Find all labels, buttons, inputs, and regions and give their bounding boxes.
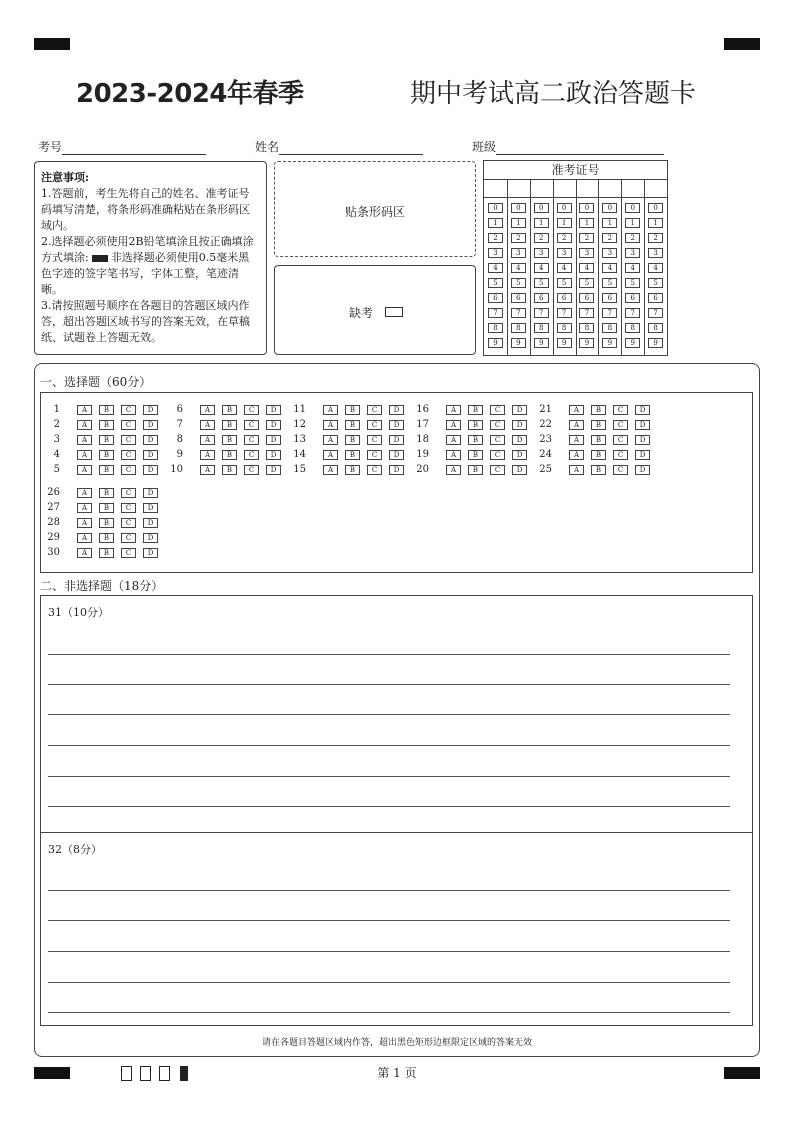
option-bubble-c[interactable]: C xyxy=(121,533,136,543)
option-bubble-a[interactable]: A xyxy=(446,435,461,445)
option-bubble-d[interactable]: D xyxy=(266,435,281,445)
admission-digit-bubble[interactable]: 4 xyxy=(488,263,503,273)
question-number: 14 xyxy=(293,449,306,460)
option-bubble-a[interactable]: A xyxy=(77,518,92,528)
class-line[interactable] xyxy=(496,140,664,155)
admission-digit-bubble[interactable]: 4 xyxy=(648,263,663,273)
option-bubble-b[interactable]: B xyxy=(591,450,606,460)
admission-number-title: 准考证号 xyxy=(484,161,667,180)
option-bubble-a[interactable]: A xyxy=(323,435,338,445)
option-bubble-c[interactable]: C xyxy=(244,420,259,430)
question-number: 30 xyxy=(47,547,60,558)
title-exam: 期中考试高二政治答题卡 xyxy=(410,79,697,109)
option-bubble-d[interactable]: D xyxy=(635,405,650,415)
admission-digit-bubble[interactable]: 3 xyxy=(488,248,503,258)
alignment-mark-top-left xyxy=(34,38,70,50)
option-bubble-b[interactable]: B xyxy=(345,465,360,475)
option-bubble-c[interactable]: C xyxy=(121,518,136,528)
option-bubble-b[interactable]: B xyxy=(222,435,237,445)
option-bubble-d[interactable]: D xyxy=(143,518,158,528)
question-number: 26 xyxy=(47,487,60,498)
option-bubble-c[interactable]: C xyxy=(121,450,136,460)
notice-item-1: 1.答题前，考生先将自己的姓名、准考证号码填写清楚，将条形码准确粘贴在条形码区域内。 xyxy=(41,187,250,232)
admission-digit-bubble[interactable]: 0 xyxy=(488,203,503,213)
option-bubble-b[interactable]: B xyxy=(99,533,114,543)
admission-digit-bubble[interactable]: 4 xyxy=(511,263,526,273)
option-bubble-c[interactable]: C xyxy=(367,435,382,445)
option-bubble-b[interactable]: B xyxy=(345,435,360,445)
option-bubble-c[interactable]: C xyxy=(121,420,136,430)
admission-digit-bubble[interactable]: 6 xyxy=(511,293,526,303)
option-bubble-a[interactable]: A xyxy=(323,420,338,430)
option-bubble-a[interactable]: A xyxy=(77,488,92,498)
admission-digit-bubble[interactable]: 1 xyxy=(534,218,549,228)
admission-digit-bubble[interactable]: 8 xyxy=(557,323,572,333)
option-bubble-d[interactable]: D xyxy=(143,548,158,558)
question-number: 28 xyxy=(47,517,60,528)
option-bubble-b[interactable]: B xyxy=(345,450,360,460)
option-bubble-d[interactable]: D xyxy=(389,435,404,445)
option-bubble-b[interactable]: B xyxy=(99,518,114,528)
question-number: 15 xyxy=(293,464,306,475)
name-field[interactable] xyxy=(255,138,423,155)
answer-writing-line[interactable] xyxy=(48,1012,730,1013)
option-bubble-b[interactable]: B xyxy=(468,450,483,460)
option-bubble-a[interactable]: A xyxy=(323,405,338,415)
option-bubble-a[interactable]: A xyxy=(569,450,584,460)
admission-digit-bubble[interactable]: 0 xyxy=(534,203,549,213)
question-number: 13 xyxy=(293,434,306,445)
admission-digit-bubble[interactable]: 6 xyxy=(557,293,572,303)
option-bubble-c[interactable]: C xyxy=(121,465,136,475)
admission-digit-bubble[interactable]: 4 xyxy=(557,263,572,273)
admission-column-divider xyxy=(621,179,622,355)
page-number: 第 1 页 xyxy=(377,1066,417,1080)
admission-digit-bubble[interactable]: 3 xyxy=(579,248,594,258)
admission-digit-bubble[interactable]: 4 xyxy=(625,263,640,273)
admission-digit-bubble[interactable]: 5 xyxy=(534,278,549,288)
option-bubble-b[interactable]: B xyxy=(99,450,114,460)
option-bubble-a[interactable]: A xyxy=(200,465,215,475)
question-number: 16 xyxy=(416,404,429,415)
admission-digit-bubble[interactable]: 2 xyxy=(648,233,663,243)
admission-digit-bubble[interactable]: 7 xyxy=(648,308,663,318)
admission-digit-bubble[interactable]: 1 xyxy=(579,218,594,228)
admission-digit-bubble[interactable]: 2 xyxy=(625,233,640,243)
admission-digit-bubble[interactable]: 1 xyxy=(648,218,663,228)
admission-digit-bubble[interactable]: 9 xyxy=(579,338,594,348)
option-bubble-a[interactable]: A xyxy=(323,450,338,460)
option-bubble-c[interactable]: C xyxy=(490,450,505,460)
option-bubble-a[interactable]: A xyxy=(200,450,215,460)
option-bubble-b[interactable]: B xyxy=(99,435,114,445)
question-number: 19 xyxy=(416,449,429,460)
option-bubble-b[interactable]: B xyxy=(345,405,360,415)
admission-digit-bubble[interactable]: 3 xyxy=(557,248,572,258)
admission-digit-bubble[interactable]: 0 xyxy=(648,203,663,213)
option-bubble-a[interactable]: A xyxy=(569,465,584,475)
barcode-area xyxy=(274,161,476,257)
option-bubble-d[interactable]: D xyxy=(512,405,527,415)
question-number: 1 xyxy=(53,404,60,415)
option-bubble-c[interactable]: C xyxy=(244,435,259,445)
name-line[interactable] xyxy=(279,140,423,155)
option-bubble-d[interactable]: D xyxy=(635,435,650,445)
notice-item-2-b: 非选择题必须使用0.5毫米黑色字迹的签字笔书写，字体工整，笔迹清晰。 xyxy=(41,251,250,296)
option-bubble-a[interactable]: A xyxy=(446,420,461,430)
option-bubble-b[interactable]: B xyxy=(468,405,483,415)
option-bubble-a[interactable]: A xyxy=(446,405,461,415)
admission-digit-bubble[interactable]: 6 xyxy=(488,293,503,303)
option-bubble-b[interactable]: B xyxy=(222,465,237,475)
answer-writing-line[interactable] xyxy=(48,890,730,891)
option-bubble-d[interactable]: D xyxy=(143,450,158,460)
option-bubble-b[interactable]: B xyxy=(99,420,114,430)
admission-digit-bubble[interactable]: 3 xyxy=(534,248,549,258)
option-bubble-d[interactable]: D xyxy=(512,465,527,475)
admission-digit-bubble[interactable]: 1 xyxy=(602,218,617,228)
question-number: 10 xyxy=(170,464,183,475)
answer-writing-line[interactable] xyxy=(48,684,730,685)
option-bubble-b[interactable]: B xyxy=(99,548,114,558)
choice-section-title: 一、选择题（60分） xyxy=(40,375,152,389)
code-box-4 xyxy=(180,1066,188,1081)
option-bubble-a[interactable]: A xyxy=(323,465,338,475)
absent-label: 缺考 xyxy=(349,306,374,320)
notice-box xyxy=(34,161,267,355)
option-bubble-d[interactable]: D xyxy=(143,465,158,475)
admission-digit-bubble[interactable]: 0 xyxy=(511,203,526,213)
option-bubble-c[interactable]: C xyxy=(367,405,382,415)
admission-digit-bubble[interactable]: 3 xyxy=(648,248,663,258)
admission-digit-bubble[interactable]: 9 xyxy=(534,338,549,348)
admission-digit-bubble[interactable]: 0 xyxy=(557,203,572,213)
admission-digit-bubble[interactable]: 8 xyxy=(625,323,640,333)
option-bubble-d[interactable]: D xyxy=(266,465,281,475)
admission-digit-bubble[interactable]: 8 xyxy=(488,323,503,333)
question-number: 5 xyxy=(53,464,60,475)
option-bubble-b[interactable]: B xyxy=(468,435,483,445)
admission-digit-bubble[interactable]: 6 xyxy=(625,293,640,303)
question-number: 7 xyxy=(176,419,183,430)
admission-digit-bubble[interactable]: 1 xyxy=(511,218,526,228)
admission-digit-bubble[interactable]: 2 xyxy=(534,233,549,243)
admission-digit-bubble[interactable]: 2 xyxy=(579,233,594,243)
notice-item-2-a: 2.选择题必须使用2B铅笔填涂且按正确填涂方式填涂: xyxy=(41,235,254,264)
option-bubble-a[interactable]: A xyxy=(200,405,215,415)
option-bubble-a[interactable]: A xyxy=(446,465,461,475)
option-bubble-d[interactable]: D xyxy=(389,465,404,475)
question-number: 20 xyxy=(416,464,429,475)
question-number: 6 xyxy=(176,404,183,415)
option-bubble-b[interactable]: B xyxy=(99,503,114,513)
question-number: 18 xyxy=(416,434,429,445)
option-bubble-b[interactable]: B xyxy=(222,420,237,430)
admission-digit-bubble[interactable]: 1 xyxy=(488,218,503,228)
name-label: 姓名 xyxy=(255,140,280,154)
admission-digit-bubble[interactable]: 9 xyxy=(648,338,663,348)
option-bubble-c[interactable]: C xyxy=(490,435,505,445)
q32-answer-area[interactable] xyxy=(40,832,753,1026)
option-bubble-d[interactable]: D xyxy=(143,435,158,445)
option-bubble-b[interactable]: B xyxy=(591,420,606,430)
question-number: 23 xyxy=(539,434,552,445)
option-bubble-d[interactable]: D xyxy=(389,420,404,430)
admission-digit-bubble[interactable]: 7 xyxy=(625,308,640,318)
admission-digit-bubble[interactable]: 7 xyxy=(579,308,594,318)
question-number: 17 xyxy=(416,419,429,430)
admission-digit-bubble[interactable]: 1 xyxy=(557,218,572,228)
title-term: 2023-2024年春季 xyxy=(76,79,304,109)
notice-item-2 xyxy=(41,234,260,298)
admission-digit-bubble[interactable]: 5 xyxy=(488,278,503,288)
option-bubble-d[interactable]: D xyxy=(512,450,527,460)
class-label: 班级 xyxy=(472,140,497,154)
option-bubble-b[interactable]: B xyxy=(468,465,483,475)
admission-digit-bubble[interactable]: 8 xyxy=(579,323,594,333)
option-bubble-c[interactable]: C xyxy=(613,405,628,415)
footer-note: 请在各题目答题区域内作答，超出黑色矩形边框限定区域的答案无效 xyxy=(261,1038,532,1048)
admission-digit-bubble[interactable]: 8 xyxy=(511,323,526,333)
admission-digit-bubble[interactable]: 4 xyxy=(602,263,617,273)
option-bubble-b[interactable]: B xyxy=(591,435,606,445)
admission-digit-bubble[interactable]: 1 xyxy=(625,218,640,228)
code-box-1 xyxy=(121,1066,132,1081)
option-bubble-b[interactable]: B xyxy=(591,465,606,475)
option-bubble-a[interactable]: A xyxy=(77,503,92,513)
admission-digit-bubble[interactable]: 9 xyxy=(602,338,617,348)
option-bubble-d[interactable]: D xyxy=(635,420,650,430)
question-number: 29 xyxy=(47,532,60,543)
option-bubble-c[interactable]: C xyxy=(121,548,136,558)
question-number: 9 xyxy=(176,449,183,460)
admission-digit-bubble[interactable]: 7 xyxy=(557,308,572,318)
filled-example-icon xyxy=(92,255,108,262)
option-bubble-b[interactable]: B xyxy=(99,405,114,415)
option-bubble-a[interactable]: A xyxy=(77,533,92,543)
option-bubble-d[interactable]: D xyxy=(512,435,527,445)
q32-label: 32（8分） xyxy=(48,843,102,856)
option-bubble-c[interactable]: C xyxy=(244,450,259,460)
option-bubble-a[interactable]: A xyxy=(77,435,92,445)
admission-column-divider xyxy=(530,179,531,355)
admission-digit-bubble[interactable]: 7 xyxy=(602,308,617,318)
option-bubble-a[interactable]: A xyxy=(77,465,92,475)
admission-digit-bubble[interactable]: 9 xyxy=(557,338,572,348)
admission-digit-bubble[interactable]: 0 xyxy=(602,203,617,213)
question-number: 12 xyxy=(293,419,306,430)
option-bubble-c[interactable]: C xyxy=(244,405,259,415)
option-bubble-c[interactable]: C xyxy=(490,420,505,430)
option-bubble-c[interactable]: C xyxy=(367,420,382,430)
exam-number-field[interactable] xyxy=(38,138,206,155)
admission-digit-bubble[interactable]: 8 xyxy=(602,323,617,333)
admission-digit-bubble[interactable]: 6 xyxy=(602,293,617,303)
question-number: 21 xyxy=(539,404,552,415)
option-bubble-c[interactable]: C xyxy=(490,405,505,415)
admission-digit-bubble[interactable]: 3 xyxy=(602,248,617,258)
option-bubble-b[interactable]: B xyxy=(468,420,483,430)
option-bubble-d[interactable]: D xyxy=(143,420,158,430)
admission-column-divider xyxy=(644,179,645,355)
option-bubble-b[interactable]: B xyxy=(591,405,606,415)
admission-column-divider xyxy=(507,179,508,355)
admission-digit-bubble[interactable]: 5 xyxy=(579,278,594,288)
admission-digit-bubble[interactable]: 0 xyxy=(625,203,640,213)
option-bubble-a[interactable]: A xyxy=(200,435,215,445)
admission-digit-bubble[interactable]: 5 xyxy=(648,278,663,288)
option-bubble-c[interactable]: C xyxy=(244,465,259,475)
option-bubble-b[interactable]: B xyxy=(99,465,114,475)
answer-writing-line[interactable] xyxy=(48,714,730,715)
admission-digit-bubble[interactable]: 2 xyxy=(602,233,617,243)
question-number: 24 xyxy=(539,449,552,460)
question-number: 2 xyxy=(53,419,60,430)
option-bubble-d[interactable]: D xyxy=(143,488,158,498)
question-number: 22 xyxy=(539,419,552,430)
option-bubble-a[interactable]: A xyxy=(77,450,92,460)
admission-digit-bubble[interactable]: 6 xyxy=(534,293,549,303)
question-number: 11 xyxy=(293,404,306,415)
admission-digit-bubble[interactable]: 5 xyxy=(511,278,526,288)
option-bubble-d[interactable]: D xyxy=(635,450,650,460)
option-bubble-c[interactable]: C xyxy=(613,465,628,475)
option-bubble-d[interactable]: D xyxy=(143,533,158,543)
alignment-mark-top-right xyxy=(724,38,760,50)
admission-digit-bubble[interactable]: 6 xyxy=(579,293,594,303)
barcode-label: 贴条形码区 xyxy=(344,205,405,219)
admission-column-divider xyxy=(598,179,599,355)
answer-writing-line[interactable] xyxy=(48,920,730,921)
notice-item-3: 3.请按照题号顺序在各题目的答题区域内作答，超出答题区域书写的答案无效，在草稿纸、试题卷上答题无效。 xyxy=(41,299,250,344)
admission-digit-bubble[interactable]: 0 xyxy=(579,203,594,213)
option-bubble-a[interactable]: A xyxy=(446,450,461,460)
option-bubble-c[interactable]: C xyxy=(613,435,628,445)
option-bubble-a[interactable]: A xyxy=(569,435,584,445)
admission-digit-bubble[interactable]: 9 xyxy=(511,338,526,348)
answer-writing-line[interactable] xyxy=(48,806,730,807)
answer-writing-line[interactable] xyxy=(48,982,730,983)
option-bubble-d[interactable]: D xyxy=(635,465,650,475)
option-bubble-a[interactable]: A xyxy=(200,420,215,430)
option-bubble-c[interactable]: C xyxy=(121,503,136,513)
admission-digit-bubble[interactable]: 8 xyxy=(648,323,663,333)
answer-writing-line[interactable] xyxy=(48,654,730,655)
class-field[interactable] xyxy=(472,138,664,155)
option-bubble-b[interactable]: B xyxy=(345,420,360,430)
admission-digit-bubble[interactable]: 7 xyxy=(511,308,526,318)
answer-writing-line[interactable] xyxy=(48,951,730,952)
option-bubble-a[interactable]: A xyxy=(569,405,584,415)
option-bubble-d[interactable]: D xyxy=(266,450,281,460)
admission-digit-bubble[interactable]: 3 xyxy=(625,248,640,258)
option-bubble-c[interactable]: C xyxy=(367,465,382,475)
option-bubble-b[interactable]: B xyxy=(222,405,237,415)
option-bubble-d[interactable]: D xyxy=(266,420,281,430)
admission-digit-bubble[interactable]: 7 xyxy=(534,308,549,318)
option-bubble-a[interactable]: A xyxy=(569,420,584,430)
question-number: 4 xyxy=(53,449,60,460)
option-bubble-c[interactable]: C xyxy=(490,465,505,475)
question-number: 3 xyxy=(53,434,60,445)
exam-number-line[interactable] xyxy=(62,140,206,155)
option-bubble-b[interactable]: B xyxy=(222,450,237,460)
option-bubble-c[interactable]: C xyxy=(121,405,136,415)
admission-digit-bubble[interactable]: 5 xyxy=(602,278,617,288)
option-bubble-c[interactable]: C xyxy=(613,420,628,430)
option-bubble-d[interactable]: D xyxy=(389,405,404,415)
admission-digit-bubble[interactable]: 4 xyxy=(579,263,594,273)
option-bubble-a[interactable]: A xyxy=(77,420,92,430)
option-bubble-d[interactable]: D xyxy=(389,450,404,460)
answer-writing-line[interactable] xyxy=(48,745,730,746)
question-number: 25 xyxy=(539,464,552,475)
admission-digit-bubble[interactable]: 2 xyxy=(511,233,526,243)
code-box-2 xyxy=(140,1066,151,1081)
exam-number-label: 考号 xyxy=(38,140,63,154)
admission-digit-bubble[interactable]: 9 xyxy=(488,338,503,348)
option-bubble-d[interactable]: D xyxy=(143,503,158,513)
option-bubble-a[interactable]: A xyxy=(77,548,92,558)
admission-digit-bubble[interactable]: 9 xyxy=(625,338,640,348)
absent-checkbox[interactable] xyxy=(385,307,403,317)
admission-column-divider xyxy=(553,179,554,355)
admission-column-divider xyxy=(576,179,577,355)
option-bubble-c[interactable]: C xyxy=(121,435,136,445)
option-bubble-d[interactable]: D xyxy=(266,405,281,415)
option-bubble-a[interactable]: A xyxy=(77,405,92,415)
admission-digit-bubble[interactable]: 5 xyxy=(625,278,640,288)
admission-digit-bubble[interactable]: 6 xyxy=(648,293,663,303)
q31-label: 31（10分） xyxy=(48,606,109,619)
nonchoice-section-title: 二、非选择题（18分） xyxy=(40,579,164,593)
notice-heading: 注意事项: xyxy=(41,171,90,184)
admission-number-grid xyxy=(483,160,668,356)
admission-digit-bubble[interactable]: 4 xyxy=(534,263,549,273)
option-bubble-d[interactable]: D xyxy=(143,405,158,415)
question-number: 27 xyxy=(47,502,60,513)
admission-digit-bubble[interactable]: 7 xyxy=(488,308,503,318)
admission-digit-bubble[interactable]: 3 xyxy=(511,248,526,258)
answer-writing-line[interactable] xyxy=(48,776,730,777)
absent-box xyxy=(274,265,476,355)
option-bubble-c[interactable]: C xyxy=(367,450,382,460)
option-bubble-c[interactable]: C xyxy=(613,450,628,460)
admission-digit-bubble[interactable]: 2 xyxy=(488,233,503,243)
question-number: 8 xyxy=(176,434,183,445)
code-box-3 xyxy=(159,1066,170,1081)
option-bubble-b[interactable]: B xyxy=(99,488,114,498)
option-bubble-c[interactable]: C xyxy=(121,488,136,498)
admission-digit-bubble[interactable]: 2 xyxy=(557,233,572,243)
option-bubble-d[interactable]: D xyxy=(512,420,527,430)
admission-digit-bubble[interactable]: 5 xyxy=(557,278,572,288)
admission-digit-bubble[interactable]: 8 xyxy=(534,323,549,333)
